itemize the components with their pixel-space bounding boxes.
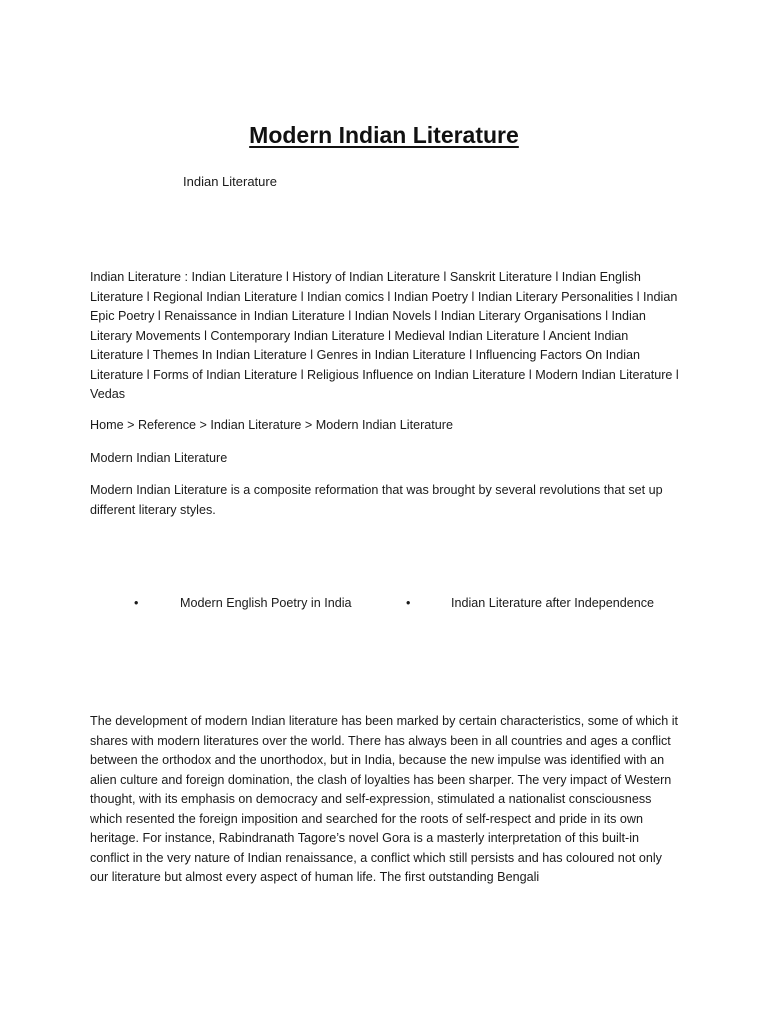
bullet-marker: • bbox=[406, 596, 411, 610]
bullet-marker: • bbox=[134, 596, 139, 610]
bullet-list bbox=[0, 596, 768, 616]
links-paragraph: Indian Literature : Indian Literature l History of Indian Literature l Sanskrit Literature l Indian English Literature l Regional Indian Literature l Indian comics l Indian Poetry l Indian Literary Personalities l Indian Epic Poetry l Renaissance in Indian Literature l Indian Novels l Indian Literary Organisations l Indian Literary Movements l Contemporary Indian Literature l Medieval Indian Literature l Ancient Indian Literature l Themes In Indian Literature l Genres in Indian Literature l Influencing Factors On Indian Literature l Forms of Indian Literature l Religious Influence on Indian Literature l Modern Indian Literature l Vedas bbox=[90, 270, 679, 401]
section-heading: Modern Indian Literature bbox=[90, 451, 228, 465]
list-item: Indian Literature after Independence bbox=[451, 596, 655, 610]
main-paragraph: The development of modern Indian literature has been marked by certain characteristics, some of which it shares with modern literatures over the world. There has always been in all countries and ages a conflict between the orthodox and the unorthodox, but in India, because the new impulse was identified with an alien culture and foreign domination, the clash of loyalties has been sharper. The very impact of Western thought, with its emphasis on democracy and self-expression, stimulated a nationalist consciousness which resented the foreign imposition and searched for the roots of self-respect and pride in its own heritage. For instance, Rabindranath Tagore’s novel Gora is a masterly interpretation of this built-in conflict in the very nature of Indian renaissance, a conflict which still persists and has coloured not only our literature but almost every aspect of human life. The first outstanding Bengali bbox=[90, 714, 679, 884]
subtitle: Indian Literature bbox=[183, 174, 277, 189]
breadcrumb: Home > Reference > Indian Literature > Modern Indian Literature bbox=[90, 418, 453, 432]
list-item: Modern English Poetry in India bbox=[180, 596, 352, 610]
intro-paragraph: Modern Indian Literature is a composite reformation that was brought by several revolutions that set up different literary styles. bbox=[90, 483, 663, 517]
page-title: Modern Indian Literature bbox=[249, 122, 519, 148]
